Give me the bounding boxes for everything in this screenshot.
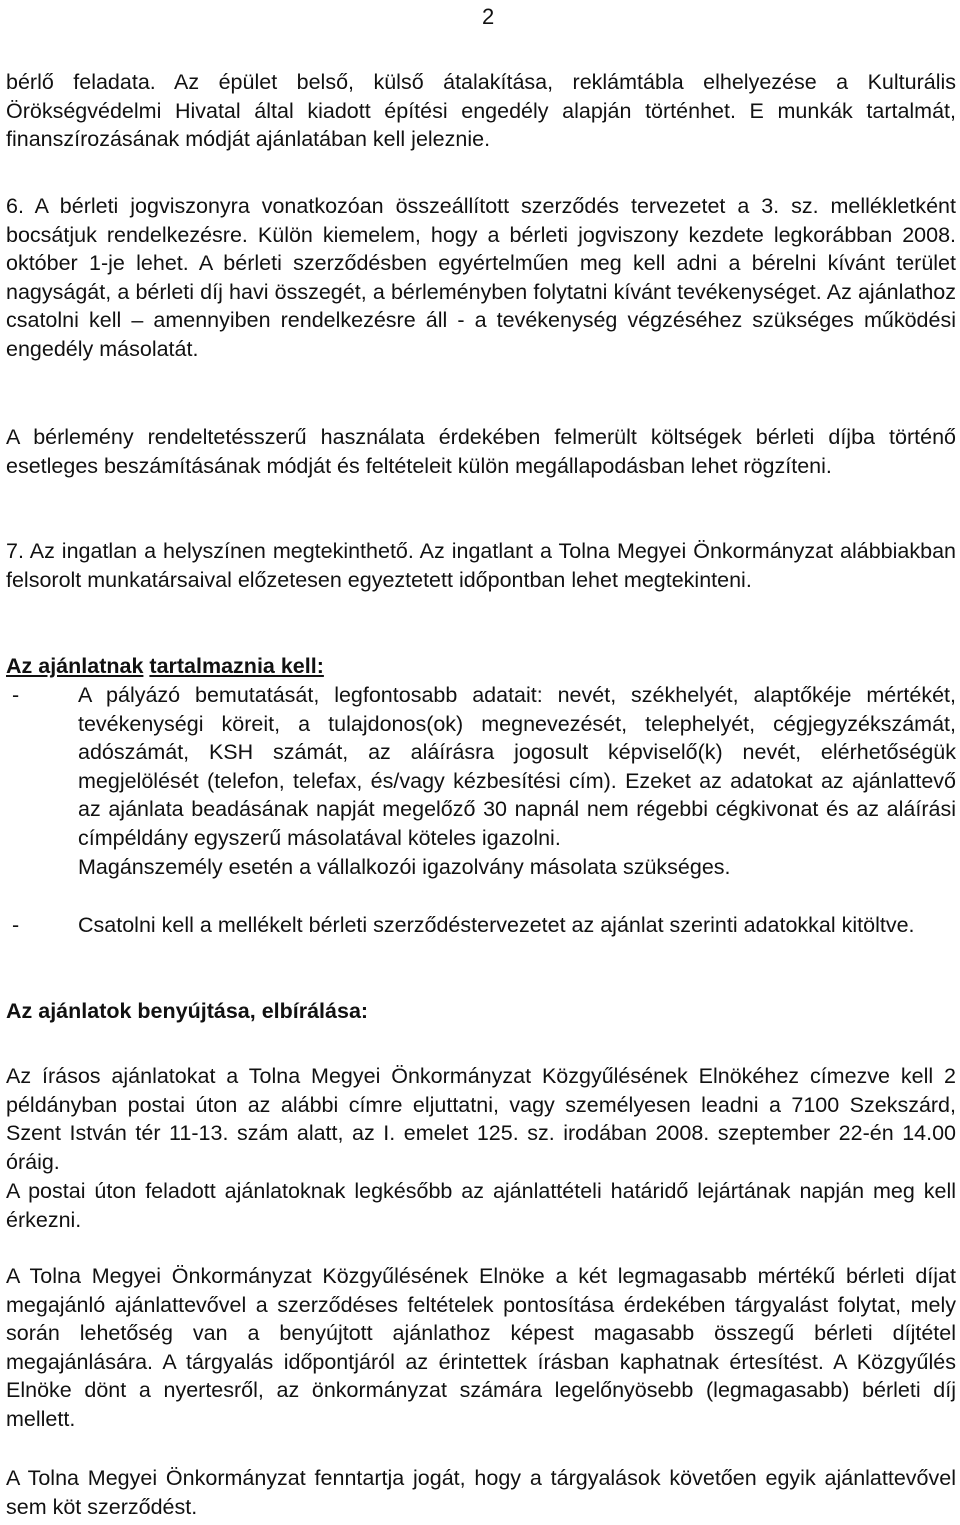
document-page <box>6 0 956 1525</box>
heading-offer-contents-part1: Az ajánlatnak <box>6 654 144 678</box>
list-item <box>6 681 956 881</box>
heading-submission: Az ajánlatok benyújtása, elbírálása: <box>6 999 369 1023</box>
bullet-dash: - <box>12 913 20 937</box>
page-number: 2 <box>482 4 495 29</box>
paragraph-postal-deadline: A postai úton feladott ajánlatoknak legkésőbb az ajánlattételi határidő lejártának napján meg kell érkezni. <box>6 1179 956 1232</box>
list-item <box>6 911 956 940</box>
paragraph-cost-offset: A bérlemény rendeltetésszerű használata érdekében felmerült költségek bérleti díjba történő esetleges beszámításának módját és feltételeit külön megállapodásban lehet rögzíteni. <box>6 425 956 478</box>
paragraph-building-alteration: bérlő feladata. Az épület belső, külső átalakítása, reklámtábla elhelyezése a Kulturális Örökségvédelmi Hivatal által kiadott építési engedély alapján történhet. E munkák tartalmát, finanszírozásának módját ajánlatában kell jeleznie. <box>6 70 956 152</box>
heading-offer-contents <box>6 652 324 681</box>
list-item-text: Csatolni kell a mellékelt bérleti szerződéstervezetet az ajánlat szerinti adatokkal kitöltve. <box>78 913 915 937</box>
paragraph-negotiation: A Tolna Megyei Önkormányzat Közgyűlésének Elnöke a két legmagasabb mértékű bérleti díjat megajánló ajánlattevővel a szerződéses feltételek pontosítása érdekében tárgyalást folytat, mely során lehetőség van a benyújtott ajánlathoz képest magasabb összegű bérleti díjtétel megajánlására. A tárgyalás időpontjáról az érintettek írásban kaphatnak értesítést. A Közgyűlés Elnöke dönt a nyertesről, az önkormányzat számára legelőnyösebb (legmagasabb) bérleti díj mellett. <box>6 1264 956 1431</box>
bullet-dash: - <box>12 683 20 707</box>
paragraph-reservation: A Tolna Megyei Önkormányzat fenntartja jogát, hogy a tárgyalások követően egyik ajánlattevővel sem köt szerződést. <box>6 1466 956 1519</box>
list-item-text: A pályázó bemutatását, legfontosabb adatait: nevét, székhelyét, alaptőkéje mértékét, tevékenységi köreit, a tulajdonos(ok) megnevezését, telephelyét, cégjegyzékszámát, adószámát, KSH számát, az aláírásra jogosult képviselő(k) nevét, elérhetőségük megjelölését (telefon, telefax, és/vagy kézbesítési cím). Ezeket az adatokat az ajánlattevő az ajánlata beadásának napját megelőző 30 napnál nem régebbi cégkivonat és az aláírási címpéldány egyszerű másolatával köteles igazolni. <box>78 683 956 850</box>
list-item-note: Magánszemély esetén a vállalkozói igazolvány másolata szükséges. <box>78 854 731 879</box>
heading-offer-contents-part2: tartalmaznia kell: <box>149 654 324 678</box>
paragraph-property-viewing: 7. Az ingatlan a helyszínen megtekinthető. Az ingatlant a Tolna Megyei Önkormányzat alábbiakban felsorolt munkatársaival előzetesen egyeztetett időpontban lehet megtekinteni. <box>6 539 956 592</box>
paragraph-lease-contract: 6. A bérleti jogviszonyra vonatkozóan összeállított szerződés tervezetet a 3. sz. mellékletként bocsátjuk rendelkezésre. Külön kiemelem, hogy a bérleti jogviszony kezdete legkorábban 2008. október 1-je lehet. A bérleti szerződésben egyértelműen meg kell adni a bérelni kívánt terület nagyságát, a bérleti díj havi összegét, a bérleményben folytatni kívánt tevékenységet. Az ajánlathoz csatolni kell – amennyiben rendelkezésre áll - a tevékenység végzéséhez szükséges működési engedély másolatát. <box>6 194 956 361</box>
paragraph-submission-address: Az írásos ajánlatokat a Tolna Megyei Önkormányzat Közgyűlésének Elnökéhez címezve kell 2 példányban postai úton az alábbi címre eljuttatni, vagy személyesen leadni a 7100 Szekszárd, Szent István tér 11-13. szám alatt, az I. emelet 125. sz. irodában 2008. szeptember 22-én 14.00 óráig. <box>6 1064 956 1174</box>
